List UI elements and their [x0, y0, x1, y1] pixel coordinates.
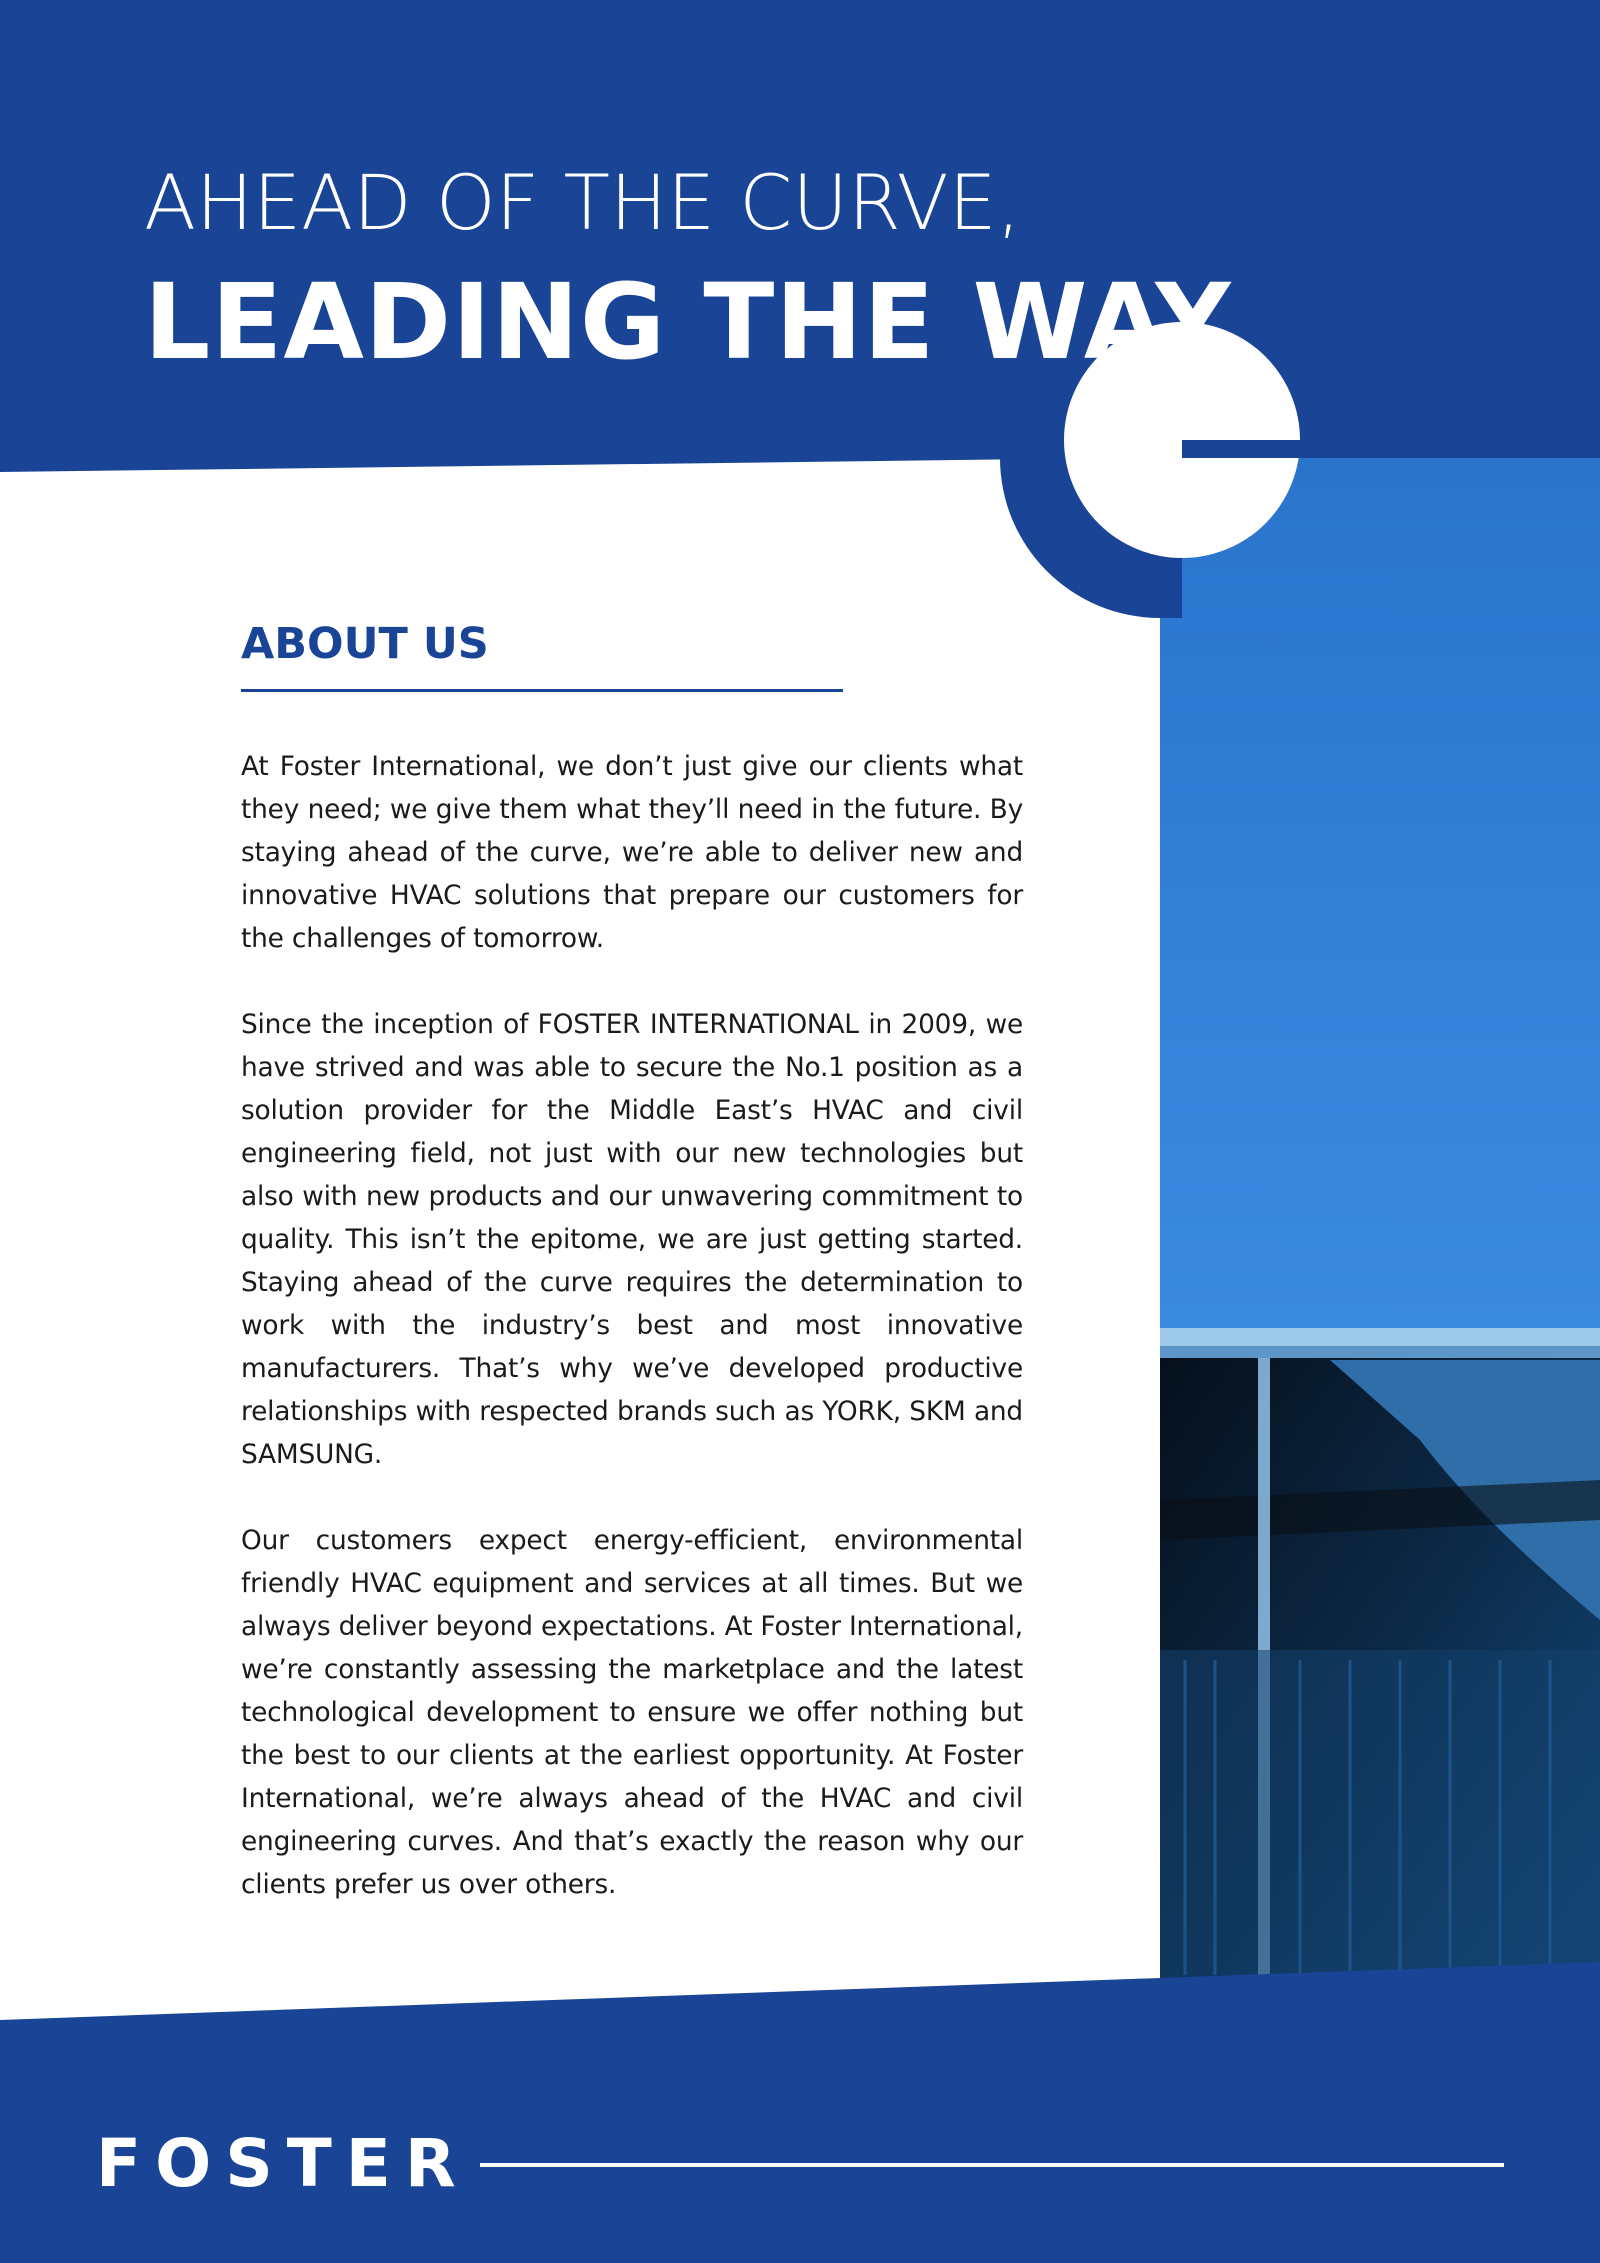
paragraph: Since the inception of FOSTER INTERNATIONAL in 2009, we have strived and was able to secure the No.1 position as a solution provider for the Middle East’s HVAC and civil engineering field, not just with our new technologies but also with new products and our unwavering commitment to quality. This isn’t the epitome, we are just getting started. Staying ahead of the curve requires the determination to work with the industry’s best and most innovative manufacturers. That’s why we’ve developed productive relationships with respected brands such as YORK, SKM and SAMSUNG.	[241, 1009, 1023, 1470]
about-body	[241, 745, 1023, 1949]
building-photo	[1160, 458, 1600, 1980]
section-divider	[241, 689, 843, 692]
footer-band	[0, 1962, 1600, 2263]
headline-line2: LEADING THE WAY	[144, 261, 1232, 383]
foster-logo: FOSTER	[96, 2125, 470, 2202]
headline-line1: AHEAD OF THE CURVE,	[144, 158, 1021, 247]
paragraph: Our customers expect energy-efficient, environmental friendly HVAC equipment and services at all times. But we always deliver beyond expectations. At Foster International, we’re constantly assessing the marketplace and the latest technological development to ensure we offer nothing but the best to our clients at the earliest opportunity. At Foster International, we’re always ahead of the HVAC and civil engineering curves. And that’s exactly the reason why our clients prefer us over others.	[241, 1525, 1023, 1900]
section-title: ABOUT US	[241, 619, 489, 669]
footer-divider	[480, 2163, 1504, 2167]
paragraph: At Foster International, we don’t just give our clients what they need; we give them what they’ll need in the future. By staying ahead of the curve, we’re able to deliver new and innovative HVAC solutions that prepare our customers for the challenges of tomorrow.	[241, 751, 1023, 954]
